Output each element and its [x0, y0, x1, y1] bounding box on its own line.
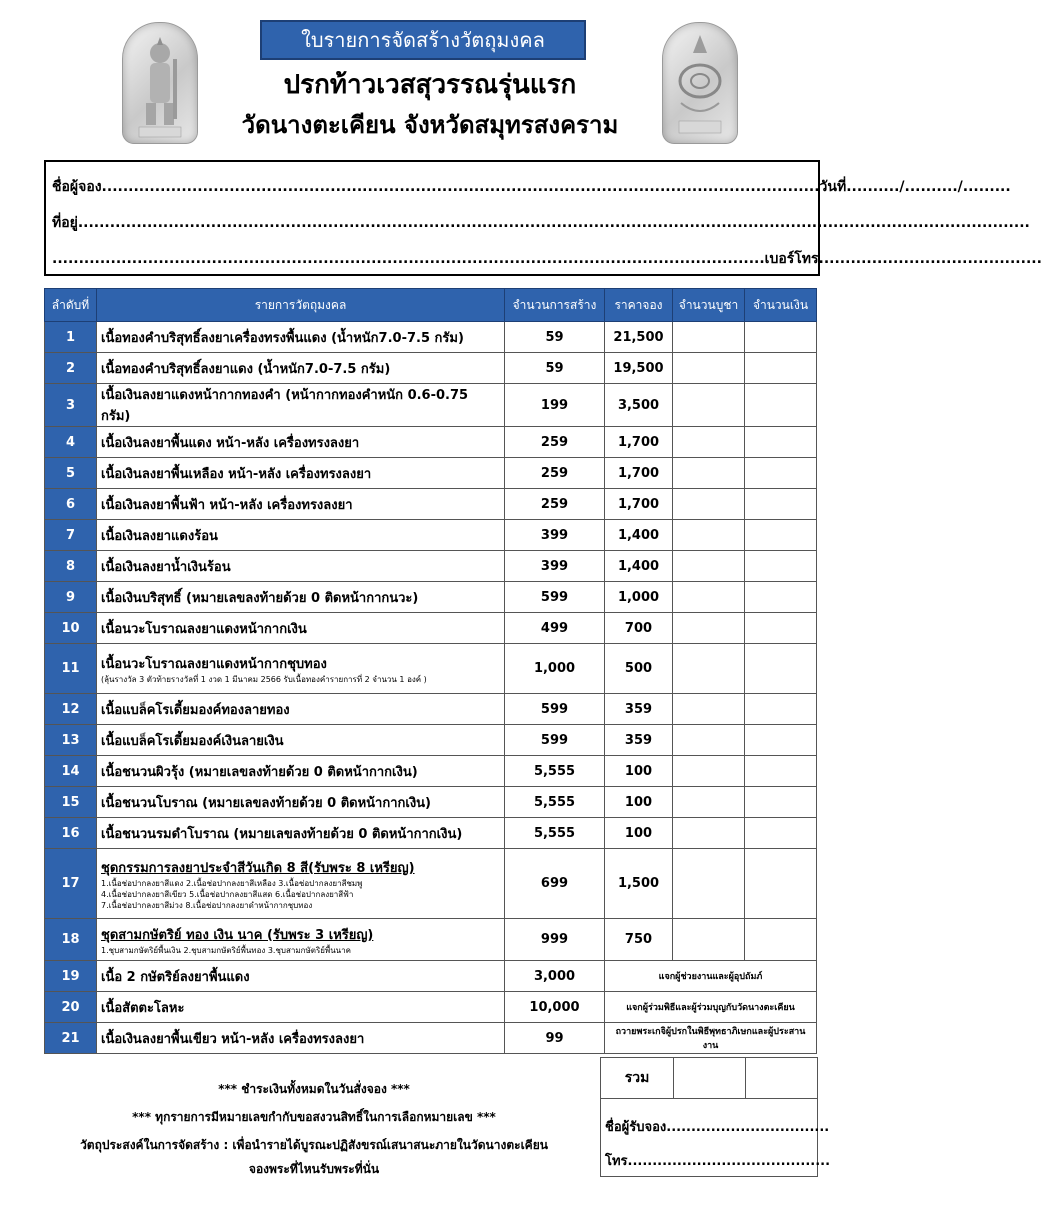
row-number: 1: [45, 322, 97, 353]
qty-ordered-cell[interactable]: [673, 787, 745, 818]
amount-cell[interactable]: [745, 849, 817, 919]
distribution-note: ถวายพระเกจิผู้ปรกในพิธีพุทธาภิเษกและผู้ประสานงาน: [605, 1023, 817, 1054]
table-row: [45, 384, 817, 427]
item-name: เนื้อ 2 กษัตริย์ลงยาพื้นแดง: [101, 969, 250, 985]
qty-made-cell: 399: [505, 520, 605, 551]
qty-ordered-cell[interactable]: [673, 427, 745, 458]
col-header-no: ลำดับที่: [45, 289, 97, 322]
item-name: เนื้อชนวนโบราณ (หมายเลขลงท้ายด้วย 0 ติดหน้ากากเงิน): [101, 795, 431, 811]
qty-made-cell: 99: [505, 1023, 605, 1054]
qty-made-cell: 3,000: [505, 961, 605, 992]
row-number: 13: [45, 725, 97, 756]
qty-ordered-cell[interactable]: [673, 489, 745, 520]
amount-cell[interactable]: [745, 427, 817, 458]
table-row: [45, 919, 817, 961]
price-cell: 359: [605, 725, 673, 756]
row-number: 20: [45, 992, 97, 1023]
table-row: [45, 322, 817, 353]
booker-name-field[interactable]: ชื่อผู้จอง.......................................................................................................................................วันที่........../........../.........: [52, 179, 1011, 195]
item-name: เนื้อนวะโบราณลงยาแดงหน้ากากเงิน: [101, 621, 307, 637]
row-number: 18: [45, 919, 97, 961]
item-cell: [97, 725, 505, 756]
qty-made-cell: 259: [505, 489, 605, 520]
row-number: 8: [45, 551, 97, 582]
qty-made-cell: 259: [505, 427, 605, 458]
item-cell: [97, 961, 505, 992]
row-number: 9: [45, 582, 97, 613]
row-number: 3: [45, 384, 97, 427]
item-name: เนื้อเงินลงยาพื้นเหลือง หน้า-หลัง เครื่องทรงลงยา: [101, 466, 372, 482]
price-cell: 100: [605, 818, 673, 849]
qty-ordered-cell[interactable]: [673, 353, 745, 384]
price-cell: 1,400: [605, 520, 673, 551]
phone-field[interactable]: ......................................................................................................................................เบอร์โทร..........................................: [52, 251, 1042, 267]
table-row: [45, 644, 817, 694]
amount-cell[interactable]: [745, 613, 817, 644]
table-header-row: [45, 289, 817, 322]
item-cell: [97, 756, 505, 787]
qty-made-cell: 1,000: [505, 644, 605, 694]
right-amulet-image: [662, 22, 738, 144]
item-name: เนื้อเงินลงยาพื้นแดง หน้า-หลัง เครื่องทรงลงยา: [101, 435, 360, 451]
row-number: 15: [45, 787, 97, 818]
distribution-note: แจกผู้ช่วยงานและผู้อุปถัมภ์: [605, 961, 817, 992]
qty-ordered-cell[interactable]: [673, 644, 745, 694]
item-cell: [97, 582, 505, 613]
item-name: เนื้อแบล็คโรเดี้ยมองค์เงินลายเงิน: [101, 733, 284, 749]
amount-cell[interactable]: [745, 919, 817, 961]
row-number: 19: [45, 961, 97, 992]
item-name: ชุดกรรมการลงยาประจำสีวันเกิด 8 สี(รับพระ 8 เหรียญ): [101, 860, 415, 876]
price-cell: 21,500: [605, 322, 673, 353]
item-detail: 1.เนื้อช่อปากลงยาสีแดง 2.เนื้อช่อปากลงยาสีเหลือง 3.เนื้อช่อปากลงยาสีชมพู: [101, 878, 363, 888]
row-number: 16: [45, 818, 97, 849]
item-name: เนื้อเงินลงยาแดงร้อน: [101, 528, 218, 544]
item-cell: [97, 427, 505, 458]
qty-ordered-cell[interactable]: [673, 582, 745, 613]
row-number: 10: [45, 613, 97, 644]
item-cell: [97, 322, 505, 353]
item-cell: [97, 458, 505, 489]
amount-cell[interactable]: [745, 582, 817, 613]
price-cell: 1,700: [605, 458, 673, 489]
price-cell: 100: [605, 787, 673, 818]
row-number: 21: [45, 1023, 97, 1054]
price-cell: 3,500: [605, 384, 673, 427]
qty-made-cell: 599: [505, 725, 605, 756]
qty-made-cell: 259: [505, 458, 605, 489]
item-cell: [97, 818, 505, 849]
amount-cell[interactable]: [745, 322, 817, 353]
qty-ordered-cell[interactable]: [673, 694, 745, 725]
table-row: [45, 582, 817, 613]
purpose-note: วัตถุประสงค์ในการจัดสร้าง : เพื่อนำรายได้บูรณะปฏิสังขรณ์เสนาสนะภายในวัดนางตะเคียน: [80, 1138, 548, 1152]
col-header-price: ราคาจอง: [605, 289, 673, 322]
price-cell: 19,500: [605, 353, 673, 384]
qty-ordered-cell[interactable]: [673, 458, 745, 489]
amount-cell[interactable]: [745, 384, 817, 427]
item-name: เนื้อเงินลงยาน้ำเงินร้อน: [101, 559, 231, 575]
row-number: 6: [45, 489, 97, 520]
table-row: [45, 961, 817, 992]
item-detail: 1.ชุบสามกษัตริย์พื้นเงิน 2.ชุบสามกษัตริย์พื้นทอง 3.ชุบสามกษัตริย์พื้นนาค: [101, 945, 351, 955]
table-row: [45, 353, 817, 384]
qty-ordered-cell[interactable]: [673, 322, 745, 353]
table-row: [45, 458, 817, 489]
item-name: เนื้อชนวนผิวรุ้ง (หมายเลขลงท้ายด้วย 0 ติดหน้ากากเงิน): [101, 764, 418, 780]
row-number: 2: [45, 353, 97, 384]
item-name: เนื้อนวะโบราณลงยาแดงหน้ากากชุบทอง: [101, 656, 327, 672]
qty-ordered-cell[interactable]: [673, 919, 745, 961]
qty-made-cell: 599: [505, 582, 605, 613]
item-detail: 7.เนื้อช่อปากลงยาสีม่วง 8.เนื้อช่อปากลงยาดำหน้ากากชุบทอง: [101, 900, 313, 910]
page-title: ปรกท้าวเวสสุวรรณรุ่นแรก: [283, 70, 577, 100]
price-cell: 100: [605, 756, 673, 787]
table-row: [45, 489, 817, 520]
table-row: [45, 613, 817, 644]
page-subtitle: วัดนางตะเคียน จังหวัดสมุทรสงคราม: [241, 111, 619, 139]
summary-box: [600, 1057, 831, 1177]
item-name: เนื้อเงินลงยาพื้นฟ้า หน้า-หลัง เครื่องทรงลงยา: [101, 497, 353, 513]
item-cell: [97, 694, 505, 725]
qty-ordered-cell[interactable]: [673, 849, 745, 919]
amount-cell[interactable]: [745, 551, 817, 582]
col-header-item: รายการวัตถุมงคล: [97, 289, 505, 322]
price-cell: 359: [605, 694, 673, 725]
item-cell: [97, 353, 505, 384]
item-detail: (ลุ้นรางวัล 3 ตัวท้ายรางวัลที่ 1 งวด 1 มีนาคม 2566 รับเนื้อทองคำรายการที่ 2 จำนวน 1 องค์ ): [101, 674, 427, 684]
items-table: [44, 288, 817, 1054]
item-detail: 4.เนื้อช่อปากลงยาสีเขียว 5.เนื้อช่อปากลงยาสีแสด 6.เนื้อช่อปากลงยาสีฟ้า: [101, 889, 354, 899]
item-cell: [97, 849, 505, 919]
amount-cell[interactable]: [745, 725, 817, 756]
qty-made-cell: 399: [505, 551, 605, 582]
qty-made-cell: 699: [505, 849, 605, 919]
item-cell: [97, 613, 505, 644]
col-header-qty-made: จำนวนการสร้าง: [505, 289, 605, 322]
amount-cell[interactable]: [745, 818, 817, 849]
price-cell: 1,700: [605, 427, 673, 458]
amount-cell[interactable]: [745, 644, 817, 694]
item-name: เนื้อแบล็คโรเดี้ยมองค์ทองลายทอง: [101, 702, 290, 718]
qty-ordered-cell[interactable]: [673, 384, 745, 427]
col-header-amount: จำนวนเงิน: [745, 289, 817, 322]
item-cell: [97, 551, 505, 582]
qty-ordered-cell[interactable]: [673, 520, 745, 551]
amount-cell[interactable]: [745, 353, 817, 384]
item-name: เนื้อชนวนรมดำโบราณ (หมายเลขลงท้ายด้วย 0 ติดหน้ากากเงิน): [101, 826, 463, 842]
qty-made-cell: 199: [505, 384, 605, 427]
payment-note: *** ชำระเงินทั้งหมดในวันสั่งจอง ***: [218, 1082, 410, 1096]
amount-cell[interactable]: [745, 520, 817, 551]
qty-ordered-cell[interactable]: [673, 818, 745, 849]
item-name: เนื้อเงินลงยาแดงหน้ากากทองคำ (หน้ากากทองคำหนัก 0.6-0.75 กรัม): [101, 388, 469, 424]
total-qty-cell[interactable]: [673, 1058, 746, 1099]
price-cell: 500: [605, 644, 673, 694]
amount-cell[interactable]: [745, 756, 817, 787]
table-row: [45, 849, 817, 919]
item-cell: [97, 1023, 505, 1054]
qty-made-cell: 10,000: [505, 992, 605, 1023]
item-name: เนื้อสัตตะโลหะ: [101, 1000, 185, 1016]
item-name: เนื้อทองคำบริสุทธิ์ลงยาเครื่องทรงพื้นแดง (น้ำหนัก7.0-7.5 กรัม): [101, 330, 464, 346]
amount-cell[interactable]: [745, 694, 817, 725]
qty-made-cell: 5,555: [505, 787, 605, 818]
table-row: [45, 1023, 817, 1054]
qty-ordered-cell[interactable]: [673, 551, 745, 582]
amount-cell[interactable]: [745, 489, 817, 520]
qty-made-cell: 999: [505, 919, 605, 961]
table-row: [45, 992, 817, 1023]
item-name: เนื้อเงินลงยาพื้นเขียว หน้า-หลัง เครื่องทรงลงยา: [101, 1031, 365, 1047]
row-number: 14: [45, 756, 97, 787]
item-cell: [97, 384, 505, 427]
col-header-qty-ordered: จำนวนบูชา: [673, 289, 745, 322]
total-amount-cell[interactable]: [745, 1058, 817, 1099]
item-cell: [97, 489, 505, 520]
table-row: [45, 818, 817, 849]
receiver-name-field[interactable]: ชื่อผู้รับจอง.................................: [605, 1120, 830, 1135]
qty-made-cell: 59: [505, 322, 605, 353]
table-row: [45, 520, 817, 551]
item-name: เนื้อเงินบริสุทธิ์ (หมายเลขลงท้ายด้วย 0 ติดหน้ากากนวะ): [101, 590, 419, 606]
price-cell: 1,700: [605, 489, 673, 520]
qty-ordered-cell[interactable]: [673, 725, 745, 756]
row-number: 4: [45, 427, 97, 458]
amount-cell[interactable]: [745, 787, 817, 818]
price-cell: 1,500: [605, 849, 673, 919]
qty-made-cell: 499: [505, 613, 605, 644]
price-cell: 750: [605, 919, 673, 961]
qty-ordered-cell[interactable]: [673, 613, 745, 644]
item-name: เนื้อทองคำบริสุทธิ์ลงยาแดง (น้ำหนัก7.0-7.5 กรัม): [101, 361, 391, 377]
table-row: [45, 725, 817, 756]
pickup-note: จองพระที่ไหนรับพระที่นั่น: [248, 1162, 380, 1176]
item-cell: [97, 919, 505, 961]
distribution-note: แจกผู้ร่วมพิธีและผู้ร่วมบุญกับวัดนางตะเคียน: [605, 992, 817, 1023]
item-cell: [97, 520, 505, 551]
address-field[interactable]: ที่อยู่...................................................................................................................................................................................: [52, 215, 1030, 231]
table-row: [45, 694, 817, 725]
item-cell: [97, 787, 505, 818]
item-cell: [97, 644, 505, 694]
booking-form: [44, 160, 1042, 276]
row-number: 11: [45, 644, 97, 694]
qty-made-cell: 599: [505, 694, 605, 725]
qty-ordered-cell[interactable]: [673, 756, 745, 787]
item-name: ชุดสามกษัตริย์ ทอง เงิน นาค (รับพระ 3 เหรียญ): [101, 927, 374, 943]
table-row: [45, 551, 817, 582]
row-number: 5: [45, 458, 97, 489]
price-cell: 1,000: [605, 582, 673, 613]
price-cell: 1,400: [605, 551, 673, 582]
qty-made-cell: 5,555: [505, 818, 605, 849]
amount-cell[interactable]: [745, 458, 817, 489]
qty-made-cell: 5,555: [505, 756, 605, 787]
price-cell: 700: [605, 613, 673, 644]
total-label: รวม: [601, 1058, 674, 1099]
row-number: 7: [45, 520, 97, 551]
numbering-note: *** ทุกรายการมีหมายเลขกำกับขอสงวนสิทธิ์ในการเลือกหมายเลข ***: [132, 1110, 496, 1124]
table-row: [45, 427, 817, 458]
item-cell: [97, 992, 505, 1023]
row-number: 12: [45, 694, 97, 725]
row-number: 17: [45, 849, 97, 919]
document-type-banner: ใบรายการจัดสร้างวัตถุมงคล: [260, 20, 586, 60]
receiver-phone-field[interactable]: โทร.........................................: [605, 1154, 831, 1169]
qty-made-cell: 59: [505, 353, 605, 384]
table-row: [45, 787, 817, 818]
table-row: [45, 756, 817, 787]
